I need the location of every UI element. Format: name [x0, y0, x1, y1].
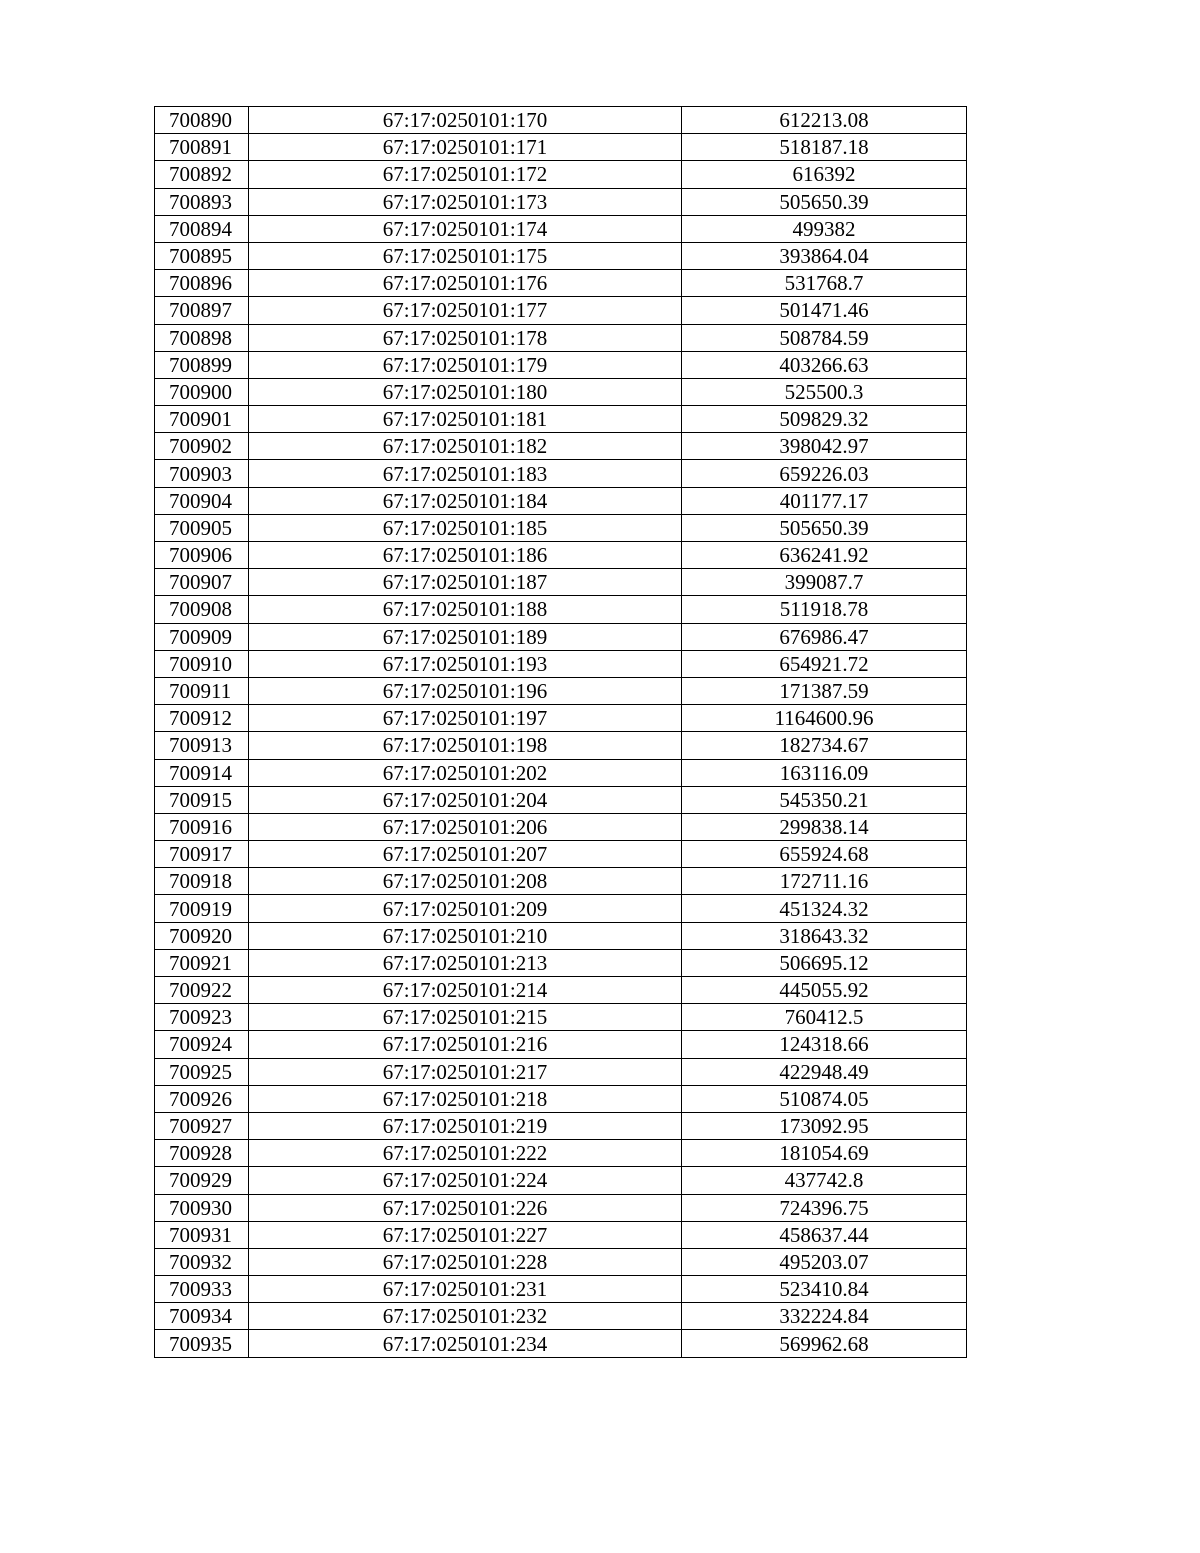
- cadastral-value-cell: 501471.46: [682, 297, 967, 324]
- row-number-cell: 700925: [155, 1058, 249, 1085]
- cadastral-number-cell: 67:17:0250101:232: [249, 1303, 682, 1330]
- cadastral-number-cell: 67:17:0250101:206: [249, 813, 682, 840]
- cadastral-number-cell: 67:17:0250101:175: [249, 242, 682, 269]
- cadastral-number-cell: 67:17:0250101:210: [249, 922, 682, 949]
- cadastral-value-cell: 525500.3: [682, 378, 967, 405]
- row-number-cell: 700907: [155, 569, 249, 596]
- cadastral-value-cell: 531768.7: [682, 270, 967, 297]
- cadastral-value-cell: 518187.18: [682, 134, 967, 161]
- cadastral-number-cell: 67:17:0250101:231: [249, 1276, 682, 1303]
- cadastral-value-cell: 458637.44: [682, 1221, 967, 1248]
- cadastral-value-cell: 545350.21: [682, 786, 967, 813]
- cadastral-value-cell: 401177.17: [682, 487, 967, 514]
- cadastral-number-cell: 67:17:0250101:170: [249, 107, 682, 134]
- table-row: [155, 895, 967, 922]
- cadastral-value-cell: 332224.84: [682, 1303, 967, 1330]
- cadastral-value-cell: 724396.75: [682, 1194, 967, 1221]
- cadastral-number-cell: 67:17:0250101:181: [249, 406, 682, 433]
- row-number-cell: 700896: [155, 270, 249, 297]
- cadastral-value-cell: 399087.7: [682, 569, 967, 596]
- cadastral-value-cell: 1164600.96: [682, 705, 967, 732]
- cadastral-number-cell: 67:17:0250101:204: [249, 786, 682, 813]
- cadastral-number-cell: 67:17:0250101:217: [249, 1058, 682, 1085]
- table-row: [155, 1194, 967, 1221]
- cadastral-value-cell: 182734.67: [682, 732, 967, 759]
- table-row: [155, 1031, 967, 1058]
- cadastral-number-cell: 67:17:0250101:216: [249, 1031, 682, 1058]
- row-number-cell: 700903: [155, 460, 249, 487]
- row-number-cell: 700901: [155, 406, 249, 433]
- cadastral-number-cell: 67:17:0250101:173: [249, 188, 682, 215]
- row-number-cell: 700890: [155, 107, 249, 134]
- table-row: [155, 161, 967, 188]
- cadastral-value-cell: 509829.32: [682, 406, 967, 433]
- cadastral-number-cell: 67:17:0250101:209: [249, 895, 682, 922]
- row-number-cell: 700927: [155, 1112, 249, 1139]
- table-row: [155, 433, 967, 460]
- cadastral-value-cell: 508784.59: [682, 324, 967, 351]
- row-number-cell: 700919: [155, 895, 249, 922]
- table-row: [155, 1085, 967, 1112]
- cadastral-value-cell: 616392: [682, 161, 967, 188]
- table-row: [155, 1276, 967, 1303]
- cadastral-number-cell: 67:17:0250101:198: [249, 732, 682, 759]
- cadastral-number-cell: 67:17:0250101:218: [249, 1085, 682, 1112]
- table-row: [155, 542, 967, 569]
- row-number-cell: 700893: [155, 188, 249, 215]
- table-row: [155, 977, 967, 1004]
- row-number-cell: 700908: [155, 596, 249, 623]
- row-number-cell: 700933: [155, 1276, 249, 1303]
- table-row: [155, 1303, 967, 1330]
- cadastral-value-cell: 612213.08: [682, 107, 967, 134]
- table-row: [155, 596, 967, 623]
- table-row: [155, 378, 967, 405]
- cadastral-value-cell: 393864.04: [682, 242, 967, 269]
- table-row: [155, 1167, 967, 1194]
- table-row: [155, 841, 967, 868]
- table-row: [155, 813, 967, 840]
- row-number-cell: 700911: [155, 677, 249, 704]
- cadastral-value-cell: 181054.69: [682, 1140, 967, 1167]
- cadastral-value-cell: 569962.68: [682, 1330, 967, 1357]
- cadastral-number-cell: 67:17:0250101:188: [249, 596, 682, 623]
- row-number-cell: 700918: [155, 868, 249, 895]
- cadastral-number-cell: 67:17:0250101:178: [249, 324, 682, 351]
- row-number-cell: 700902: [155, 433, 249, 460]
- table-row: [155, 487, 967, 514]
- table-row: [155, 460, 967, 487]
- row-number-cell: 700894: [155, 215, 249, 242]
- cadastral-number-cell: 67:17:0250101:184: [249, 487, 682, 514]
- table-row: [155, 922, 967, 949]
- table-row: [155, 1330, 967, 1357]
- table-row: [155, 786, 967, 813]
- row-number-cell: 700926: [155, 1085, 249, 1112]
- row-number-cell: 700921: [155, 949, 249, 976]
- cadastral-number-cell: 67:17:0250101:179: [249, 351, 682, 378]
- cadastral-number-cell: 67:17:0250101:207: [249, 841, 682, 868]
- cadastral-value-cell: 398042.97: [682, 433, 967, 460]
- table-row: [155, 569, 967, 596]
- cadastral-value-cell: 676986.47: [682, 623, 967, 650]
- cadastral-number-cell: 67:17:0250101:215: [249, 1004, 682, 1031]
- cadastral-value-cell: 654921.72: [682, 650, 967, 677]
- cadastral-number-cell: 67:17:0250101:187: [249, 569, 682, 596]
- cadastral-value-cell: 172711.16: [682, 868, 967, 895]
- row-number-cell: 700913: [155, 732, 249, 759]
- cadastral-value-cell: 173092.95: [682, 1112, 967, 1139]
- row-number-cell: 700931: [155, 1221, 249, 1248]
- table-row: [155, 215, 967, 242]
- table-row: [155, 1112, 967, 1139]
- row-number-cell: 700906: [155, 542, 249, 569]
- cadastral-number-cell: 67:17:0250101:189: [249, 623, 682, 650]
- table-row: [155, 270, 967, 297]
- row-number-cell: 700930: [155, 1194, 249, 1221]
- table-row: [155, 705, 967, 732]
- row-number-cell: 700924: [155, 1031, 249, 1058]
- table-body: [155, 107, 967, 1358]
- cadastral-number-cell: 67:17:0250101:208: [249, 868, 682, 895]
- cadastral-number-cell: 67:17:0250101:213: [249, 949, 682, 976]
- row-number-cell: 700920: [155, 922, 249, 949]
- cadastral-number-cell: 67:17:0250101:222: [249, 1140, 682, 1167]
- cadastral-number-cell: 67:17:0250101:186: [249, 542, 682, 569]
- cadastral-value-cell: 124318.66: [682, 1031, 967, 1058]
- row-number-cell: 700928: [155, 1140, 249, 1167]
- cadastral-number-cell: 67:17:0250101:176: [249, 270, 682, 297]
- cadastral-value-cell: 495203.07: [682, 1248, 967, 1275]
- cadastral-number-cell: 67:17:0250101:219: [249, 1112, 682, 1139]
- cadastral-value-table: [154, 106, 967, 1358]
- table-row: [155, 677, 967, 704]
- table-row: [155, 868, 967, 895]
- cadastral-number-cell: 67:17:0250101:185: [249, 514, 682, 541]
- cadastral-value-cell: 659226.03: [682, 460, 967, 487]
- table-row: [155, 949, 967, 976]
- cadastral-value-cell: 171387.59: [682, 677, 967, 704]
- cadastral-number-cell: 67:17:0250101:183: [249, 460, 682, 487]
- row-number-cell: 700905: [155, 514, 249, 541]
- row-number-cell: 700922: [155, 977, 249, 1004]
- table-row: [155, 1140, 967, 1167]
- cadastral-value-cell: 499382: [682, 215, 967, 242]
- cadastral-value-cell: 318643.32: [682, 922, 967, 949]
- table-row: [155, 759, 967, 786]
- cadastral-value-cell: 511918.78: [682, 596, 967, 623]
- row-number-cell: 700899: [155, 351, 249, 378]
- cadastral-value-cell: 445055.92: [682, 977, 967, 1004]
- cadastral-value-cell: 299838.14: [682, 813, 967, 840]
- cadastral-number-cell: 67:17:0250101:197: [249, 705, 682, 732]
- row-number-cell: 700929: [155, 1167, 249, 1194]
- cadastral-value-cell: 451324.32: [682, 895, 967, 922]
- cadastral-number-cell: 67:17:0250101:177: [249, 297, 682, 324]
- cadastral-value-cell: 510874.05: [682, 1085, 967, 1112]
- row-number-cell: 700900: [155, 378, 249, 405]
- cadastral-number-cell: 67:17:0250101:174: [249, 215, 682, 242]
- cadastral-value-cell: 437742.8: [682, 1167, 967, 1194]
- cadastral-number-cell: 67:17:0250101:224: [249, 1167, 682, 1194]
- row-number-cell: 700917: [155, 841, 249, 868]
- cadastral-number-cell: 67:17:0250101:227: [249, 1221, 682, 1248]
- row-number-cell: 700912: [155, 705, 249, 732]
- row-number-cell: 700932: [155, 1248, 249, 1275]
- cadastral-number-cell: 67:17:0250101:226: [249, 1194, 682, 1221]
- table-row: [155, 406, 967, 433]
- cadastral-value-cell: 506695.12: [682, 949, 967, 976]
- row-number-cell: 700897: [155, 297, 249, 324]
- row-number-cell: 700935: [155, 1330, 249, 1357]
- table-row: [155, 732, 967, 759]
- cadastral-value-cell: 655924.68: [682, 841, 967, 868]
- cadastral-value-cell: 636241.92: [682, 542, 967, 569]
- row-number-cell: 700923: [155, 1004, 249, 1031]
- table-row: [155, 242, 967, 269]
- table-row: [155, 623, 967, 650]
- row-number-cell: 700916: [155, 813, 249, 840]
- table-row: [155, 1004, 967, 1031]
- cadastral-number-cell: 67:17:0250101:234: [249, 1330, 682, 1357]
- cadastral-value-cell: 163116.09: [682, 759, 967, 786]
- cadastral-value-cell: 523410.84: [682, 1276, 967, 1303]
- row-number-cell: 700892: [155, 161, 249, 188]
- row-number-cell: 700909: [155, 623, 249, 650]
- table-row: [155, 297, 967, 324]
- table-row: [155, 650, 967, 677]
- row-number-cell: 700895: [155, 242, 249, 269]
- cadastral-number-cell: 67:17:0250101:171: [249, 134, 682, 161]
- cadastral-value-cell: 403266.63: [682, 351, 967, 378]
- cadastral-number-cell: 67:17:0250101:193: [249, 650, 682, 677]
- cadastral-number-cell: 67:17:0250101:172: [249, 161, 682, 188]
- table-row: [155, 188, 967, 215]
- cadastral-value-cell: 422948.49: [682, 1058, 967, 1085]
- row-number-cell: 700904: [155, 487, 249, 514]
- row-number-cell: 700915: [155, 786, 249, 813]
- cadastral-number-cell: 67:17:0250101:202: [249, 759, 682, 786]
- table-row: [155, 1221, 967, 1248]
- row-number-cell: 700934: [155, 1303, 249, 1330]
- table-row: [155, 1248, 967, 1275]
- table-row: [155, 324, 967, 351]
- cadastral-number-cell: 67:17:0250101:180: [249, 378, 682, 405]
- cadastral-number-cell: 67:17:0250101:196: [249, 677, 682, 704]
- cadastral-number-cell: 67:17:0250101:182: [249, 433, 682, 460]
- row-number-cell: 700914: [155, 759, 249, 786]
- row-number-cell: 700891: [155, 134, 249, 161]
- table-row: [155, 1058, 967, 1085]
- table-row: [155, 351, 967, 378]
- row-number-cell: 700910: [155, 650, 249, 677]
- table-row: [155, 107, 967, 134]
- row-number-cell: 700898: [155, 324, 249, 351]
- cadastral-number-cell: 67:17:0250101:214: [249, 977, 682, 1004]
- table-row: [155, 514, 967, 541]
- cadastral-value-cell: 505650.39: [682, 188, 967, 215]
- table-row: [155, 134, 967, 161]
- cadastral-value-cell: 505650.39: [682, 514, 967, 541]
- cadastral-number-cell: 67:17:0250101:228: [249, 1248, 682, 1275]
- cadastral-value-cell: 760412.5: [682, 1004, 967, 1031]
